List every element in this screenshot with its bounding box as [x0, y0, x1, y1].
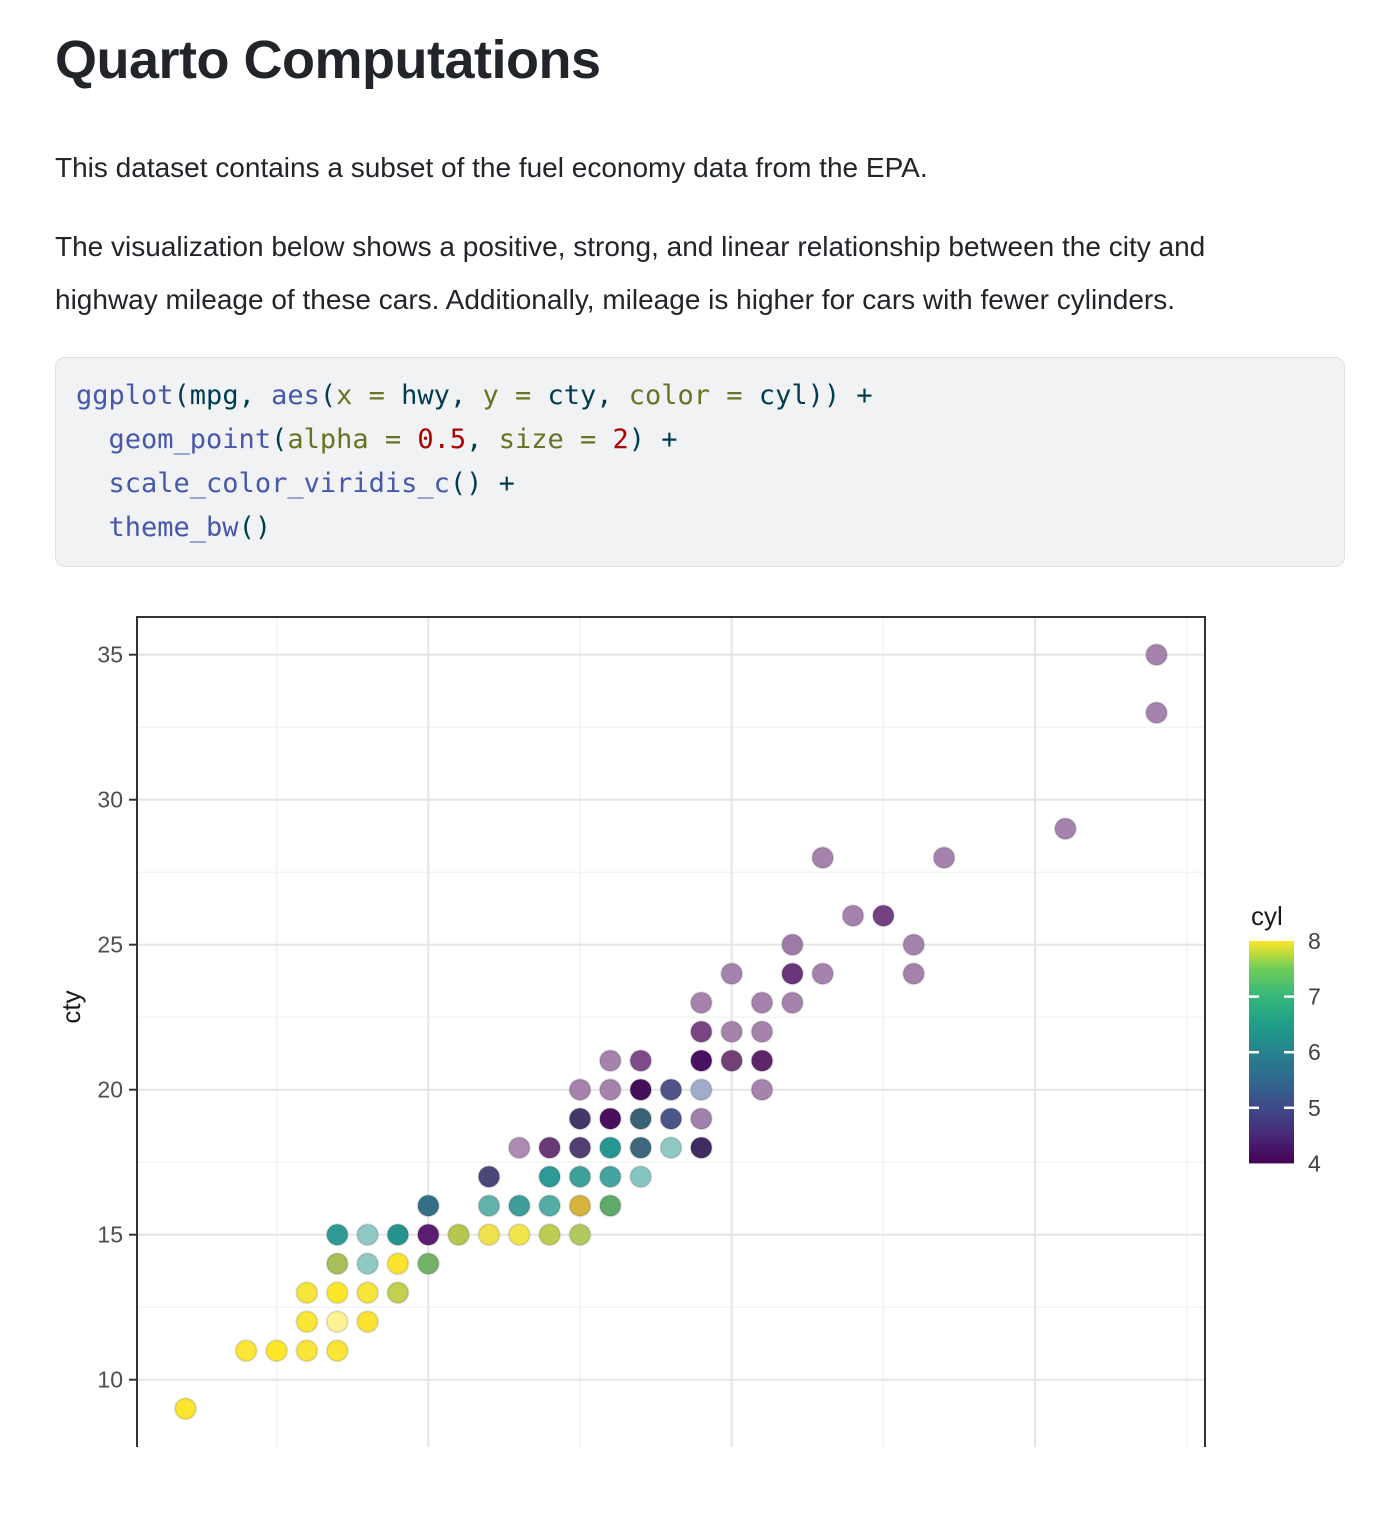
data-point — [630, 1050, 651, 1071]
data-point — [570, 1137, 591, 1158]
data-point — [570, 1166, 591, 1187]
data-point — [327, 1311, 348, 1332]
data-point — [812, 963, 833, 984]
data-point — [236, 1340, 257, 1361]
data-point — [296, 1311, 317, 1332]
data-point — [327, 1282, 348, 1303]
scatter-plot — [55, 607, 1345, 1447]
y-axis — [56, 642, 137, 1393]
data-point — [357, 1224, 378, 1245]
y-tick-label: 15 — [97, 1221, 123, 1248]
data-point — [357, 1253, 378, 1274]
data-point — [327, 1224, 348, 1245]
page-title: Quarto Computations — [55, 30, 601, 90]
data-point — [691, 992, 712, 1013]
data-point — [296, 1340, 317, 1361]
legend-tick-label: 7 — [1308, 983, 1321, 1010]
data-point — [873, 905, 894, 926]
data-point — [539, 1224, 560, 1245]
data-point — [721, 1021, 742, 1042]
legend-cyl — [1249, 901, 1321, 1176]
data-point — [752, 1079, 773, 1100]
data-point — [721, 1050, 742, 1071]
data-point — [934, 847, 955, 868]
data-point — [630, 1108, 651, 1129]
data-point — [812, 847, 833, 868]
r-source-code — [76, 374, 1324, 550]
data-point — [600, 1108, 621, 1129]
y-tick-label: 30 — [97, 786, 123, 813]
data-point — [782, 963, 803, 984]
data-point — [1146, 644, 1167, 665]
data-point — [600, 1137, 621, 1158]
y-tick-label: 35 — [97, 641, 123, 668]
legend-tick-label: 5 — [1308, 1094, 1321, 1121]
y-axis-title: cty — [56, 990, 86, 1024]
data-point — [479, 1166, 500, 1187]
data-point — [752, 992, 773, 1013]
data-point — [600, 1166, 621, 1187]
document-body — [55, 28, 1345, 1452]
data-point — [782, 934, 803, 955]
data-point — [903, 934, 924, 955]
data-point — [661, 1137, 682, 1158]
data-point — [721, 963, 742, 984]
data-point — [539, 1137, 560, 1158]
data-point — [630, 1166, 651, 1187]
legend-tick-label: 4 — [1308, 1150, 1321, 1177]
data-point — [691, 1137, 712, 1158]
y-tick-label: 10 — [97, 1366, 123, 1393]
data-point — [691, 1079, 712, 1100]
data-point — [479, 1224, 500, 1245]
data-point — [691, 1050, 712, 1071]
data-point — [600, 1079, 621, 1100]
data-point — [630, 1079, 651, 1100]
data-point — [479, 1195, 500, 1216]
data-point — [387, 1282, 408, 1303]
data-point — [630, 1137, 651, 1158]
data-point — [903, 963, 924, 984]
data-point — [418, 1224, 439, 1245]
data-point — [327, 1253, 348, 1274]
description-paragraph: The visualization below shows a positive, strong, and linear relationship between the city and highway mileage of these cars. Additionally, mileage is higher for cars with fewer cylinders. — [55, 231, 1206, 315]
data-point — [357, 1311, 378, 1332]
data-point — [448, 1224, 469, 1245]
data-point — [418, 1195, 439, 1216]
data-point — [509, 1195, 530, 1216]
data-point — [1146, 702, 1167, 723]
plot-figure — [55, 607, 1345, 1452]
data-points — [175, 644, 1167, 1419]
legend-title: cyl — [1251, 901, 1283, 931]
data-point — [570, 1079, 591, 1100]
data-point — [387, 1253, 408, 1274]
data-point — [843, 905, 864, 926]
data-point — [782, 992, 803, 1013]
legend-tick-label: 8 — [1308, 928, 1321, 954]
data-point — [418, 1253, 439, 1274]
code-line: scale_color_viridis_c() + — [108, 468, 515, 499]
code-line: geom_point(alpha = 0.5, size = 2) + — [108, 424, 678, 455]
data-point — [357, 1282, 378, 1303]
data-point — [661, 1108, 682, 1129]
y-tick-label: 20 — [97, 1076, 123, 1103]
data-point — [539, 1166, 560, 1187]
data-point — [387, 1224, 408, 1245]
legend-tick-label: 6 — [1308, 1039, 1321, 1066]
code-block — [55, 357, 1345, 567]
data-point — [296, 1282, 317, 1303]
data-point — [175, 1398, 196, 1419]
data-point — [600, 1195, 621, 1216]
data-point — [691, 1108, 712, 1129]
code-line: theme_bw() — [108, 512, 272, 543]
code-line: ggplot(mpg, aes(x = hwy, y = cty, color = cyl)) + — [76, 380, 873, 411]
data-point — [752, 1050, 773, 1071]
data-point — [570, 1195, 591, 1216]
y-tick-label: 25 — [97, 931, 123, 958]
data-point — [600, 1050, 621, 1071]
data-point — [509, 1224, 530, 1245]
data-point — [570, 1224, 591, 1245]
data-point — [661, 1079, 682, 1100]
data-point — [570, 1108, 591, 1129]
data-point — [752, 1021, 773, 1042]
data-point — [327, 1340, 348, 1361]
data-point — [691, 1021, 712, 1042]
data-point — [1055, 818, 1076, 839]
data-point — [509, 1137, 530, 1158]
data-point — [539, 1195, 560, 1216]
code-pre — [76, 374, 1324, 550]
data-point — [266, 1340, 287, 1361]
intro-paragraph: This dataset contains a subset of the fuel economy data from the EPA. — [55, 152, 928, 183]
